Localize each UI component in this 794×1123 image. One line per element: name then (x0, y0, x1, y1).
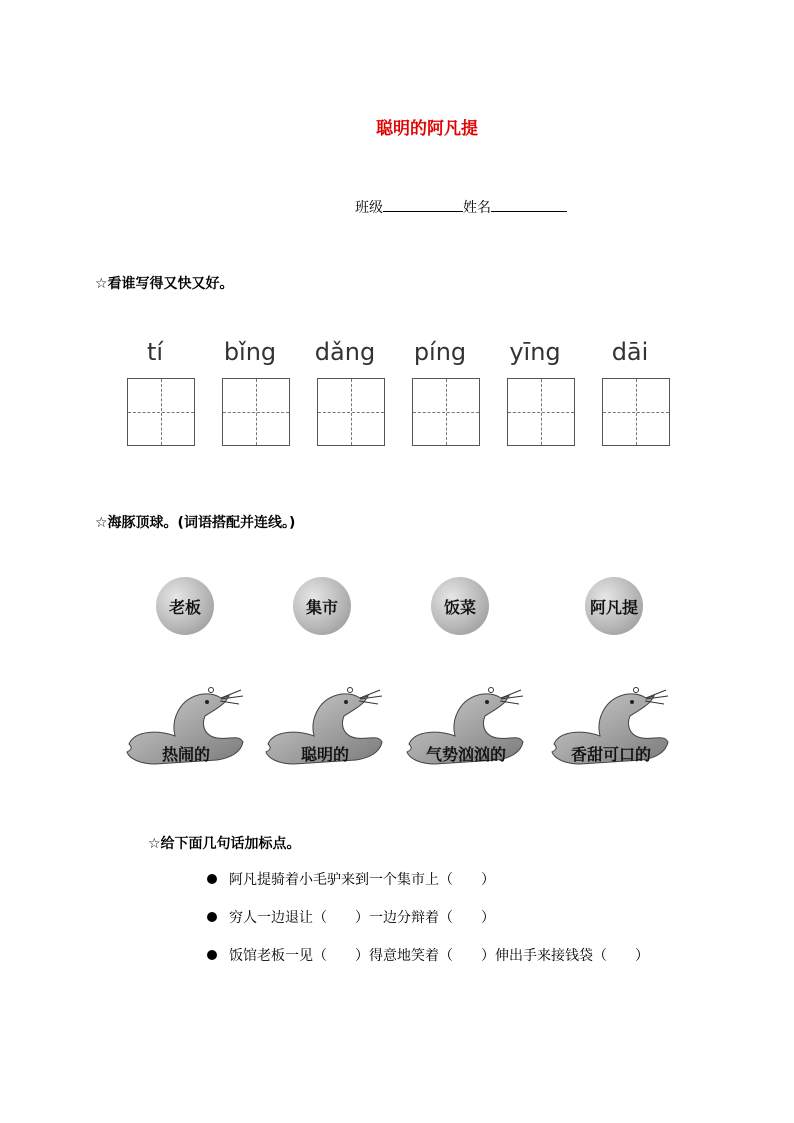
ball-word[interactable]: 饭菜 (431, 577, 489, 635)
dolphin-word: 气势汹汹的 (425, 745, 506, 764)
dolphin-word: 香甜可口的 (570, 745, 651, 764)
dolphin-word: 热闹的 (161, 745, 210, 764)
ball-word[interactable]: 阿凡提 (585, 577, 643, 635)
sentence-text[interactable]: 饭馆老板一见（ ）得意地笑着（ ）伸出手来接钱袋（ ） (229, 948, 649, 964)
class-name-line (355, 197, 567, 217)
class-label: 班级 (355, 200, 383, 216)
class-blank[interactable] (383, 197, 463, 212)
section-heading-matching: ☆海豚顶球。(词语搭配并连线。) (95, 515, 296, 531)
writing-grid-box[interactable] (602, 378, 670, 446)
pinyin-label: dǎng (314, 338, 376, 366)
pinyin-label: bǐng (223, 338, 277, 366)
dolphin-card[interactable] (264, 686, 386, 772)
pinyin-label: yīng (509, 338, 561, 366)
bullet-icon (207, 950, 217, 960)
pinyin-label: tí (146, 338, 164, 366)
sentence-text[interactable]: 阿凡提骑着小毛驴来到一个集市上（ ） (229, 872, 495, 888)
worksheet-title: 聪明的阿凡提 (376, 119, 478, 139)
ball-word[interactable]: 老板 (156, 577, 214, 635)
dolphin-card[interactable] (405, 686, 527, 772)
writing-grid-box[interactable] (222, 378, 290, 446)
writing-grid-box[interactable] (507, 378, 575, 446)
writing-grid-box[interactable] (412, 378, 480, 446)
name-blank[interactable] (491, 197, 567, 212)
section-heading-punctuation: ☆给下面几句话加标点。 (148, 836, 301, 852)
writing-grid-box[interactable] (127, 378, 195, 446)
bullet-icon (207, 912, 217, 922)
ball-word[interactable]: 集市 (293, 577, 351, 635)
pinyin-label: dāi (611, 338, 649, 366)
sentence-item (207, 945, 649, 965)
pinyin-label: píng (413, 338, 467, 366)
bullet-icon (207, 874, 217, 884)
dolphin-card[interactable] (125, 686, 247, 772)
sentence-text[interactable]: 穷人一边退让（ ）一边分辩着（ ） (229, 910, 495, 926)
writing-grid-box[interactable] (317, 378, 385, 446)
section-heading-writing: ☆看谁写得又快又好。 (95, 276, 234, 292)
sentence-item (207, 869, 495, 889)
dolphin-card[interactable] (550, 686, 672, 772)
name-label: 姓名 (463, 200, 491, 216)
sentence-item (207, 907, 495, 927)
dolphin-word: 聪明的 (300, 745, 349, 764)
